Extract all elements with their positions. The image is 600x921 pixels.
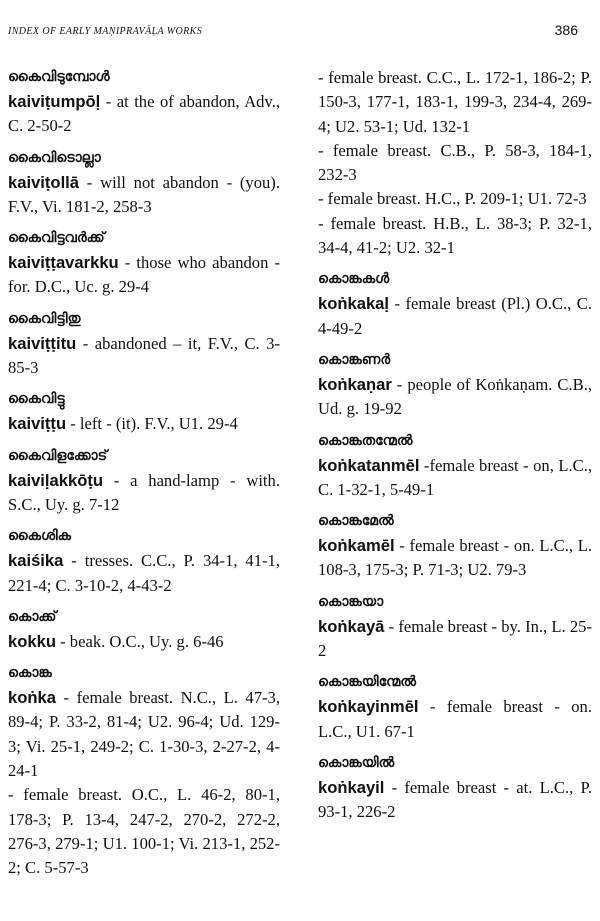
malayalam-headword: കൈവിട്ടിതു	[8, 310, 81, 327]
entry-body	[8, 412, 280, 436]
index-entry	[8, 227, 280, 300]
malayalam-headword: കൊക്ക്	[8, 608, 57, 625]
entry-definition: - female breast - by. In., L. 25-2	[318, 616, 592, 661]
index-entry	[8, 606, 280, 654]
malayalam-headword: കൊങ്കമേൽ	[318, 513, 394, 530]
entry-body	[8, 332, 280, 381]
page-header	[8, 22, 578, 42]
index-entry	[318, 349, 592, 422]
entry-body	[8, 90, 280, 139]
entry-body	[8, 469, 280, 518]
entry-definition: - female breast - on. L.C., U1. 67-1	[318, 697, 592, 741]
running-title: INDEX OF EARLY MAṆIPRAVĀḶA WORKS	[8, 26, 203, 37]
malayalam-headword: കൊങ്കകൾ	[318, 271, 390, 288]
entry-definition: - those who abandon - for. D.C., Uc. g. 29-4	[8, 253, 280, 297]
malayalam-headword: കൊങ്കയിന്മേൽ	[318, 674, 416, 691]
entry-body	[318, 373, 592, 422]
malayalam-headword: കൊങ്കണർ	[318, 351, 391, 368]
entry-definition: - will not abandon - (you). F.V., Vi. 181-2, 258-3	[8, 172, 280, 216]
index-entry	[8, 66, 280, 139]
entry-definition: - at the of abandon, Adv., C. 2-50-2	[8, 92, 280, 136]
entry-definition: - tresses. C.C., P. 34-1, 41-1, 221-4; C. 3-10-2, 4-43-2	[8, 551, 280, 595]
left-column	[8, 66, 280, 889]
transliterated-headword: koṅkayil	[318, 777, 385, 797]
transliterated-headword: kaiviḷakkōṭu	[8, 470, 104, 490]
transliterated-headword: kaiviṭollā	[8, 172, 80, 192]
index-entry	[318, 671, 592, 744]
entry-definition: - female breast - on. L.C., L. 108-3, 175-3; P. 71-3; U2. 79-3	[318, 536, 592, 580]
index-entry	[8, 445, 280, 518]
malayalam-headword: കൊങ്ക	[8, 665, 52, 682]
malayalam-headword: കൊങ്കയാ	[318, 593, 384, 610]
entry-definition: - left - (it). F.V., U1. 29-4	[66, 414, 238, 434]
entry-body	[8, 630, 280, 654]
index-entry	[8, 525, 280, 598]
entry-continuation: - female breast. C.B., P. 58-3, 184-1, 232-3	[318, 140, 592, 185]
entry-definition: - a hand-lamp - with. S.C., Uy. g. 7-12	[8, 470, 280, 514]
transliterated-headword: koṅkakaḷ	[318, 294, 390, 314]
index-entry	[8, 308, 280, 381]
entry-body	[8, 549, 280, 598]
entry-body	[318, 695, 592, 744]
entry-body	[8, 251, 280, 300]
transliterated-headword: koṅkayinmēl	[318, 697, 419, 717]
malayalam-headword: കൊങ്കതന്മേൽ	[318, 432, 413, 449]
entry-body	[318, 776, 592, 825]
transliterated-headword: kokku	[8, 631, 56, 651]
continued-entry	[318, 66, 592, 260]
transliterated-headword: koṅkayā	[318, 616, 385, 636]
transliterated-headword: koṅka	[8, 688, 56, 708]
entry-continuation: - female breast. H.B., L. 38-3; P. 32-1, 34-4, 41-2; U2. 32-1	[318, 213, 592, 258]
entry-definition: - female breast - at. L.C., P. 93-1, 226-2	[318, 777, 592, 822]
entry-definition: - female breast (Pl.) O.C., C. 4-49-2	[318, 294, 592, 338]
right-column	[318, 66, 592, 833]
malayalam-headword: കൈവിട്ടവർക്ക്	[8, 230, 105, 247]
transliterated-headword: koṅkatanmēl	[318, 455, 420, 475]
page-number: 386	[554, 22, 578, 38]
index-entry	[8, 662, 280, 880]
transliterated-headword: kaiviṭumpōḷ	[8, 92, 101, 111]
malayalam-headword: കൈവിടൊല്ലാ	[8, 149, 101, 166]
index-entry	[8, 388, 280, 436]
index-entry	[318, 591, 592, 664]
malayalam-headword: കൊങ്കയിൽ	[318, 754, 395, 771]
entry-definition: - people of Koṅkaṇam. C.B., Ud. g. 19-92	[318, 374, 592, 419]
entry-body	[8, 686, 280, 783]
index-entry	[318, 268, 592, 341]
transliterated-headword: kaiviṭṭitu	[8, 333, 77, 353]
entry-continuation: - female breast. O.C., L. 46-2, 80-1, 178-3; P. 13-4, 247-2, 270-2, 272-2, 276-3, 279-1; U1. 100-1; Vi. 213-1, 252-2; C. 5-57-3	[8, 785, 280, 878]
entry-definition: - female breast. N.C., L. 47-3, 89-4; P. 33-2, 81-4; U2. 96-4; Ud. 129-3; Vi. 25-1, 249-2; C. 1-30-3, 2-27-2, 4-24-1	[8, 688, 280, 781]
malayalam-headword: കൈവിളക്കോട്	[8, 447, 108, 464]
entry-definition: -female breast - on, L.C., C. 1-32-1, 5-49-1	[318, 455, 592, 499]
entry-body	[318, 454, 592, 503]
entry-continuation: - female breast. C.C., L. 172-1, 186-2; P. 150-3, 177-1, 183-1, 199-3, 234-4, 269-4; U2. 53-1; Ud. 132-1	[318, 68, 592, 136]
transliterated-headword: kaiśika	[8, 551, 64, 571]
entry-definition: - abandoned – it, F.V., C. 3-85-3	[8, 333, 280, 378]
index-entry	[318, 752, 592, 825]
malayalam-headword: കൈവിടുമ്പോൾ	[8, 69, 110, 85]
entry-body	[318, 292, 592, 341]
transliterated-headword: kaiviṭṭavarkku	[8, 253, 119, 273]
transliterated-headword: koṅkamēl	[318, 536, 395, 556]
index-entry	[318, 510, 592, 583]
index-entry	[318, 430, 592, 503]
entry-body	[318, 534, 592, 583]
transliterated-headword: kaiviṭṭu	[8, 414, 67, 434]
transliterated-headword: koṅkaṇar	[318, 374, 392, 394]
index-entry	[8, 147, 280, 220]
entry-body	[318, 615, 592, 664]
malayalam-headword: കൈവിട്ടു	[8, 391, 65, 408]
entry-body	[8, 171, 280, 220]
entry-definition: - beak. O.C., Uy. g. 6-46	[55, 631, 224, 651]
entry-continuation: - female breast. H.C., P. 209-1; U1. 72-3	[318, 189, 587, 209]
malayalam-headword: കൈശിക	[8, 528, 71, 545]
